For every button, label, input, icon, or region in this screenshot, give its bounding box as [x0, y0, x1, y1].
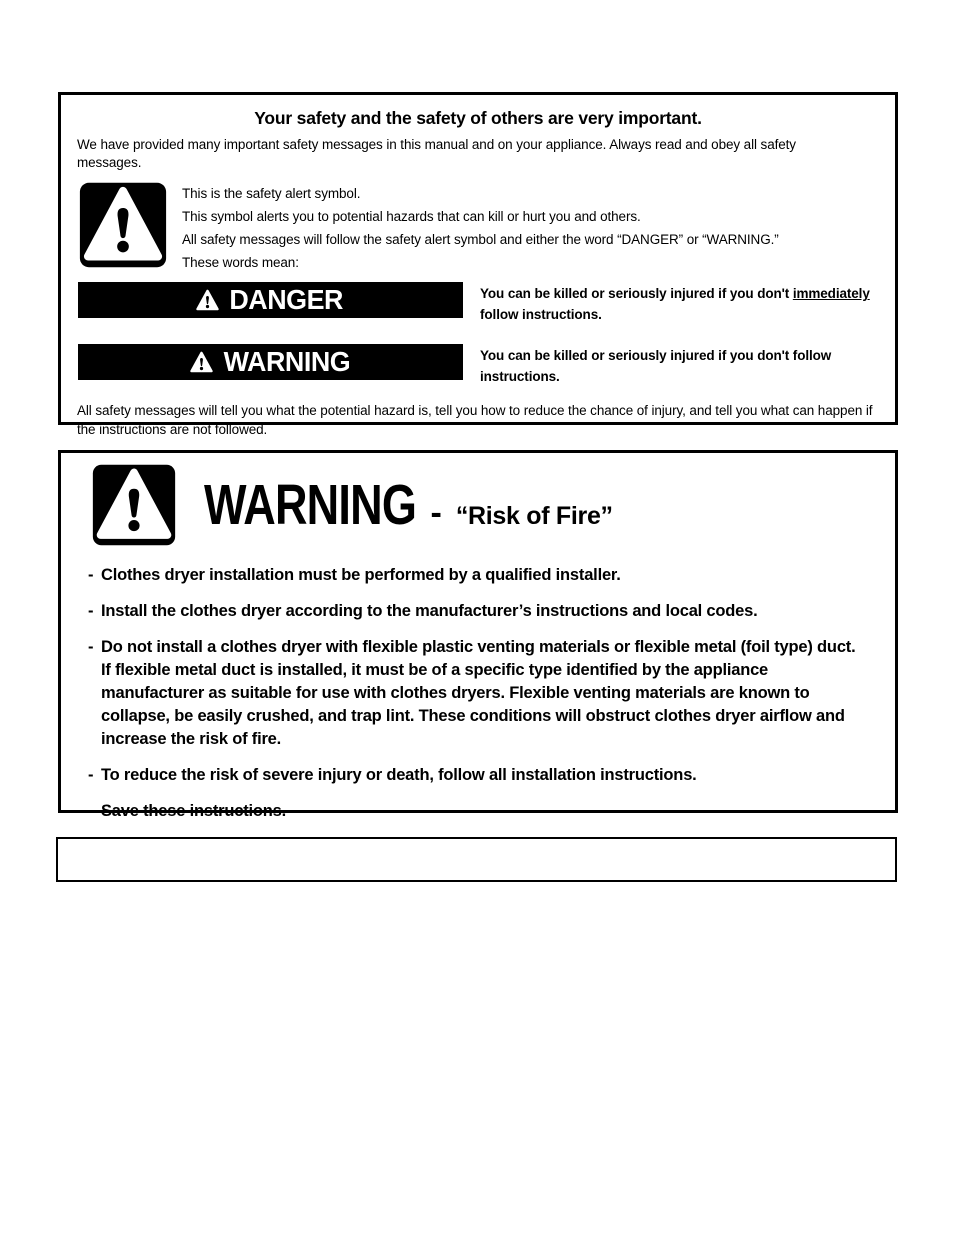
bullet-text: Clothes dryer installation must be performed by a qualified installer. — [101, 566, 621, 584]
bullet-text: To reduce the risk of severe injury or death, follow all installation instructions. — [101, 766, 697, 784]
warning-signal-bar — [78, 344, 463, 380]
bullet-item — [88, 764, 867, 787]
bullet-dash: - — [88, 638, 94, 656]
bullet-dash: - — [88, 766, 94, 784]
alert-line: All safety messages will follow the safety alert symbol and either the word “DANGER” or “WARNING.” — [182, 232, 779, 247]
danger-label: DANGER — [229, 284, 344, 315]
fire-warning-bullet-list — [88, 564, 867, 823]
safety-alert-description — [182, 181, 779, 274]
fire-warning-subtitle: “Risk of Fire” — [455, 501, 613, 530]
empty-notes-box — [56, 837, 897, 882]
safety-alert-icon — [78, 181, 168, 269]
warning-label: WARNING — [223, 346, 350, 377]
bullet-text: Save these instructions. — [101, 802, 287, 820]
danger-desc-post: follow instructions. — [480, 307, 602, 322]
alert-line: This is the safety alert symbol. — [182, 186, 361, 201]
bullet-dash: - — [88, 802, 94, 820]
safety-overview-box — [58, 92, 898, 437]
safety-box-title: Your safety and the safety of others are very important. — [254, 108, 702, 128]
alert-line: These words mean: — [182, 255, 299, 270]
warning-triangle-icon — [189, 351, 214, 373]
bullet-dash: - — [88, 602, 94, 620]
signal-word-table — [78, 282, 877, 387]
bullet-item — [88, 800, 867, 823]
bullet-text: Install the clothes dryer according to the manufacturer’s instructions and local codes. — [101, 602, 758, 620]
fire-warning-alert-icon — [88, 463, 180, 547]
risk-of-fire-warning-box — [58, 450, 898, 820]
danger-triangle-icon — [195, 289, 220, 311]
fire-warning-titles — [204, 472, 613, 537]
danger-desc-underlined: immediately — [792, 286, 870, 301]
danger-desc-pre: You can be killed or seriously injured if you don't — [480, 286, 793, 301]
bullet-item — [88, 564, 867, 587]
fire-warning-separator: - — [430, 493, 442, 532]
safety-alert-row — [78, 181, 895, 274]
safety-intro-paragraph: We have provided many important safety messages in this manual and on your appliance. Always read and obey all safety messages. — [77, 137, 796, 170]
bullet-dash: - — [88, 566, 94, 584]
safety-footer-paragraph: All safety messages will tell you what the potential hazard is, tell you how to reduce the chance of injury, and tell you what can happen if the instructions are not followed. — [77, 403, 873, 437]
fire-warning-header — [88, 463, 895, 547]
alert-line: This symbol alerts you to potential hazards that can kill or hurt you and others. — [182, 209, 641, 224]
warning-description: You can be killed or seriously injured if you don't follow instructions. — [480, 348, 832, 384]
bullet-item — [88, 600, 867, 623]
fire-warning-title: WARNING — [204, 472, 417, 537]
bullet-item — [88, 636, 867, 751]
bullet-text: Do not install a clothes dryer with flexible plastic venting materials or flexible metal (foil type) duct. If flexible metal duct is installed, it must be of a specific type identified by the appliance manufacturer as suitable for use with clothes dryers. Flexible venting materials are known to collapse, be easily crushed, and trap lint. These conditions will obstruct clothes dryer airflow and increase the risk of fire. — [101, 638, 856, 748]
danger-signal-bar — [78, 282, 463, 318]
danger-description — [480, 282, 877, 325]
